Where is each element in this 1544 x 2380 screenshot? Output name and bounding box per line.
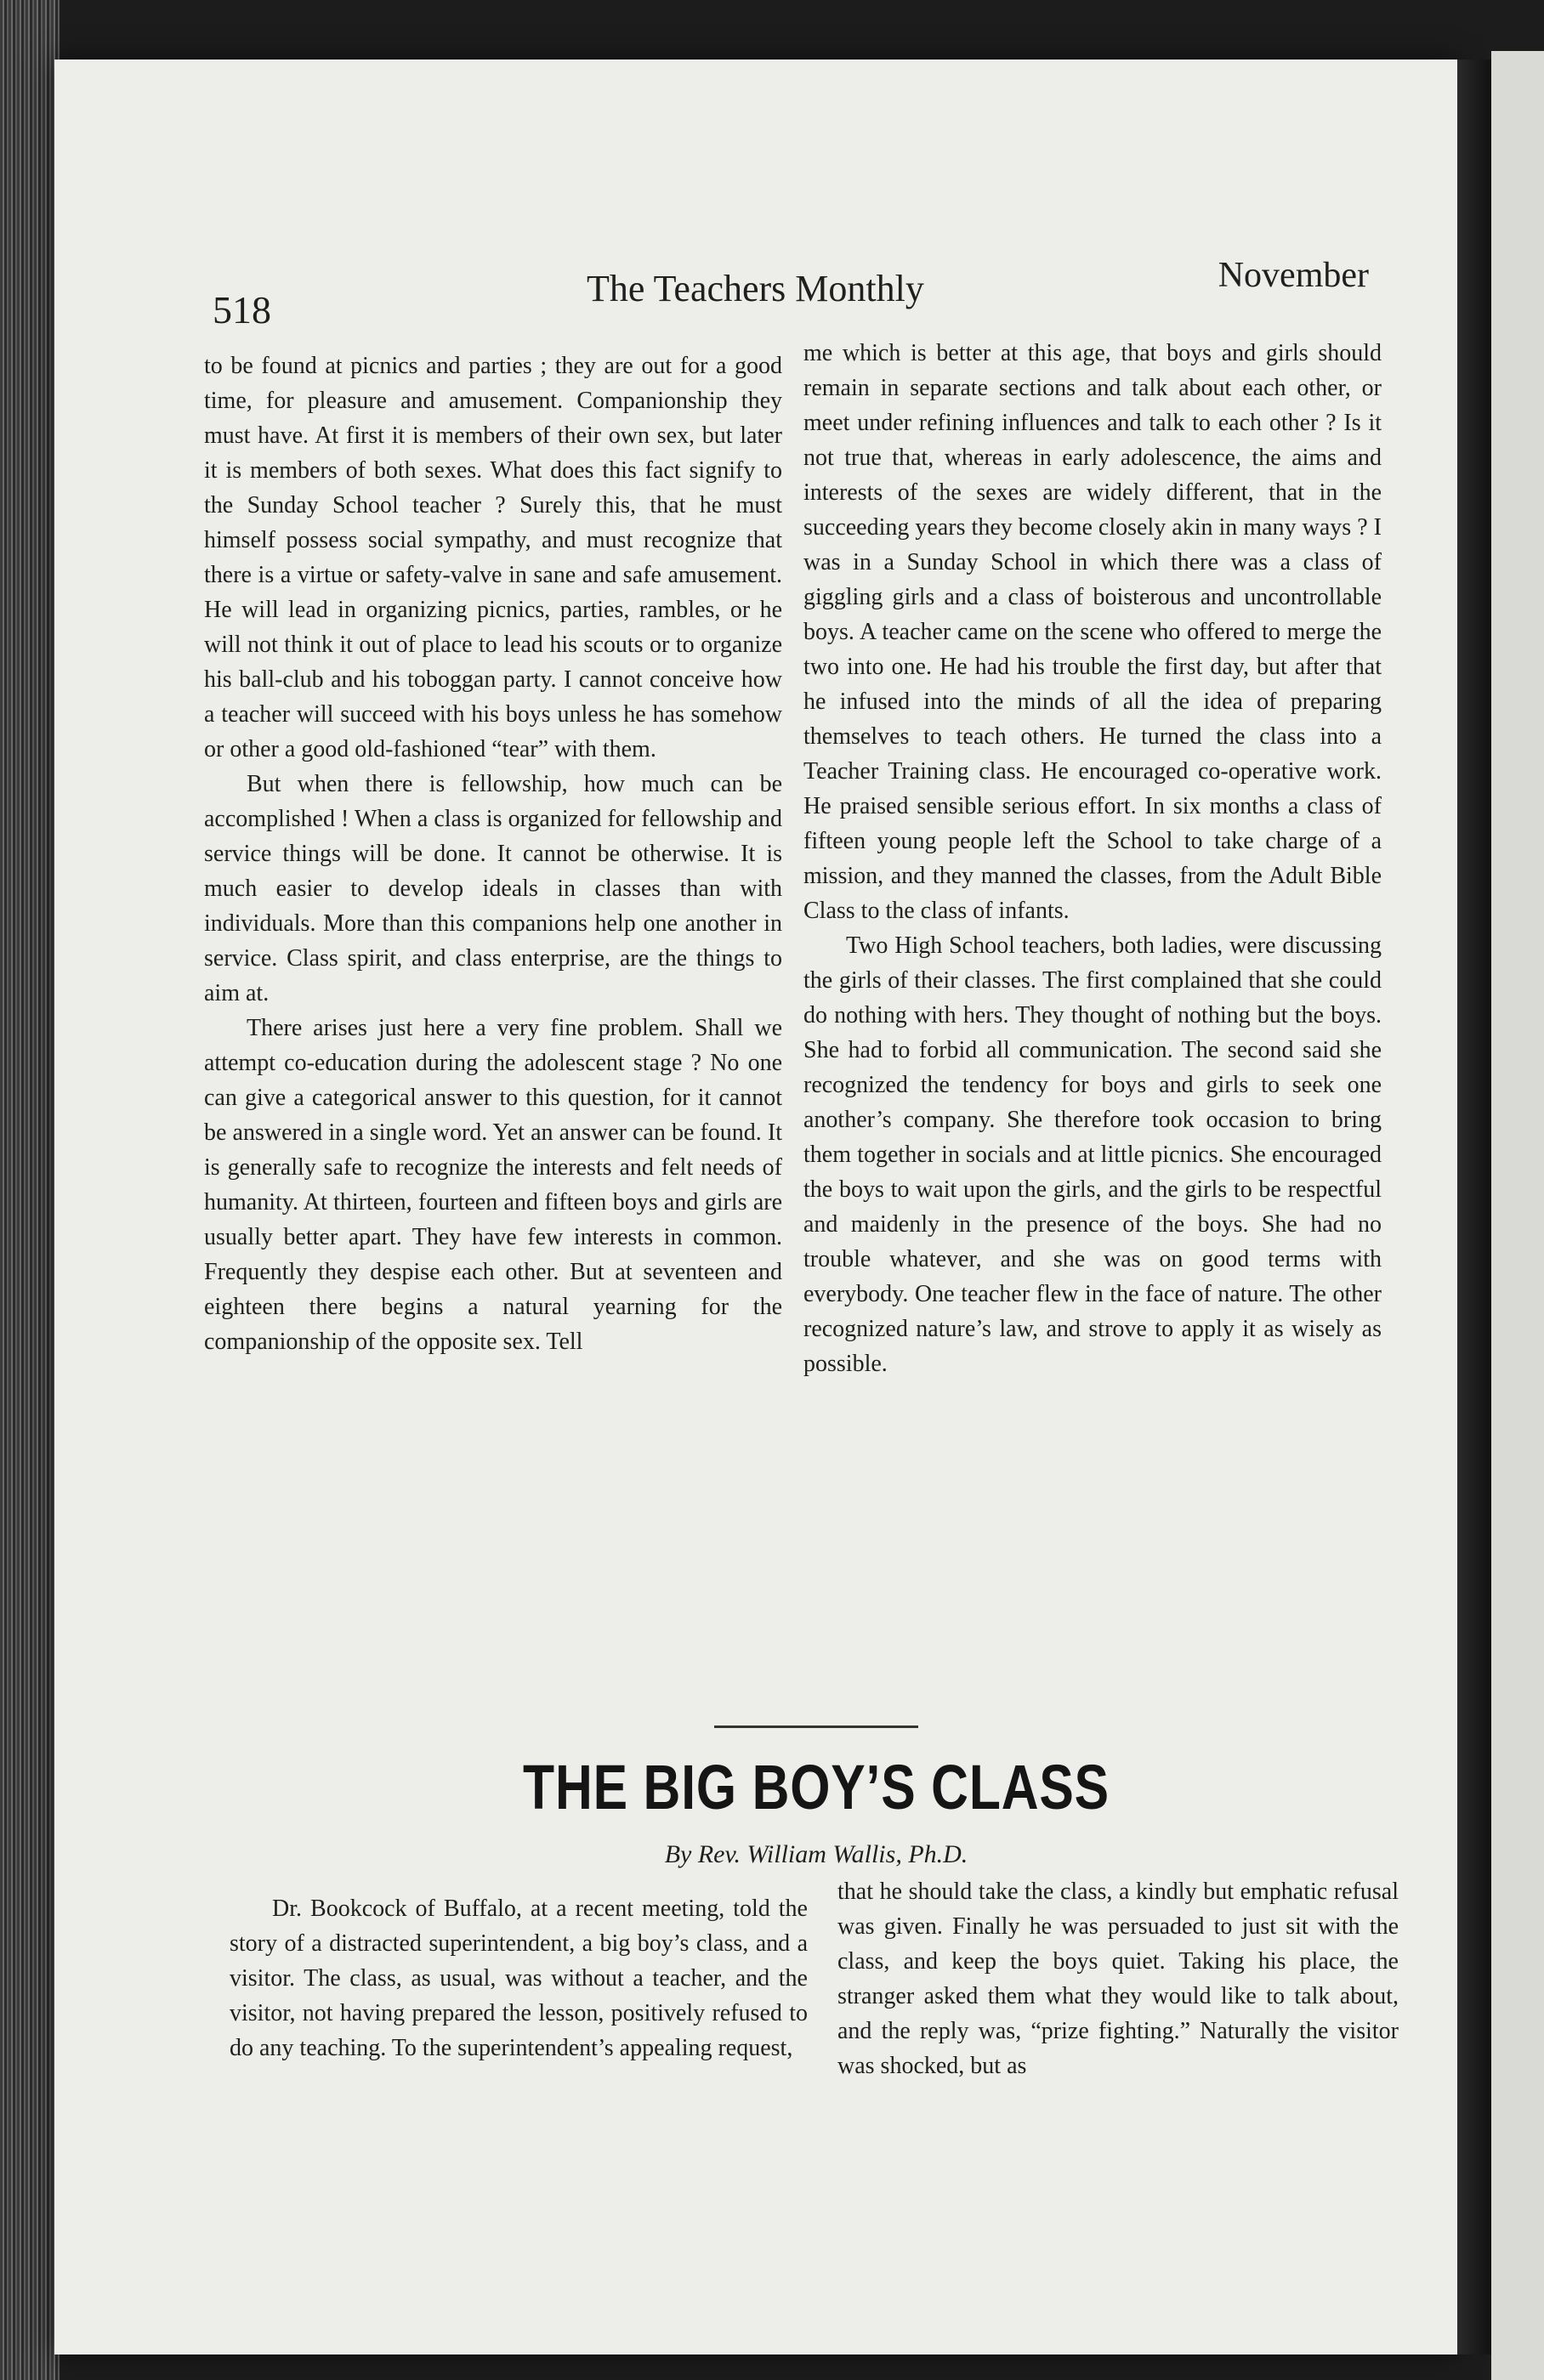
issue-month: November <box>1218 256 1369 295</box>
article-title: THE BIG BOY’S CLASS <box>523 1752 1110 1822</box>
paragraph: that he should take the class, a kindly but emphatic refusal was given. Finally he was persuaded to just sit with the class, and keep the boys quiet. Taking his place, the stranger asked them what they would like to talk about, and the reply was, “prize fighting.” Naturally the visitor was shocked, but as <box>837 1878 1399 2079</box>
book-spine-edge <box>0 0 60 2380</box>
left-column <box>204 348 782 1359</box>
section-divider <box>714 1726 918 1728</box>
journal-title: The Teachers Monthly <box>587 268 924 309</box>
paragraph: There arises just here a very fine problem. Shall we attempt co-education during the adolescent stage ? No one can give a categorical answer to this question, for it cannot be answered in a single word. Yet an answer can be found. It is generally safe to recognize the interests and felt needs of humanity. At thirteen, fourteen and fifteen boys and girls are usually better apart. They have few interests in common. Frequently they despise each other. But at seventeen and eighteen there begins a natural yearning for the companionship of the opposite sex. Tell <box>204 1015 782 1355</box>
article-right-column <box>837 1874 1399 2083</box>
article-left-column <box>230 1891 808 2066</box>
running-header <box>213 255 1369 332</box>
paragraph: to be found at picnics and parties ; they are out for a good time, for pleasure and amusement. Companionship they must have. At first it is members of their own sex, but later it is members of both sexes. What does this fact signify to the Sunday School teacher ? Surely this, that he must himself possess social sympathy, and must recognize that there is a virtue or safety-valve in sane and safe amusement. He will lead in organizing picnics, parties, rambles, or he will not think it out of place to lead his scouts or to organize his ball-club and his toboggan party. I cannot conceive how a teacher will succeed with his boys unless he has somehow or other a good old-fashioned “tear” with them. <box>204 353 782 762</box>
article-byline: By Rev. William Wallis, Ph.D. <box>664 1840 968 1868</box>
paragraph: But when there is fellowship, how much can be accomplished ! When a class is organized for fellowship and service things will be done. It cannot be otherwise. It is much easier to develop ideals in classes than with individuals. More than this companions help one another in service. Class spirit, and class enterprise, are the things to aim at. <box>204 771 782 1006</box>
right-column <box>803 336 1382 1381</box>
paragraph: Two High School teachers, both ladies, were discussing the girls of their classes. The first complained that she could do nothing with hers. They thought of nothing but the boys. She had to forbid all communication. The second said she recognized the tendency for boys and girls to seek one another’s company. She therefore took occasion to bring them together in socials and at little picnics. She encouraged the boys to wait upon the girls, and the girls to be respectful and maidenly in the presence of the boys. She had no trouble whatever, and she was on good terms with everybody. One teacher flew in the face of nature. The other recognized nature’s law, and strove to apply it as wisely as possible. <box>803 932 1382 1377</box>
page-number: 518 <box>213 288 271 332</box>
paragraph: Dr. Bookcock of Buffalo, at a recent meeting, told the story of a distracted superintendent, a big boy’s class, and a visitor. The class, as usual, was without a teacher, and the visitor, not having prepared the lesson, positively refused to do any teaching. To the superintendent’s appealing request, <box>230 1896 808 2061</box>
next-page-edge <box>1491 51 1544 2380</box>
paragraph: me which is better at this age, that boys and girls should remain in separate sections and talk about each other, or meet under refining influences and talk to each other ? Is it not true that, whereas in early adolescence, the aims and interests of the sexes are widely different, that in the succeeding years they become closely akin in many ways ? I was in a Sunday School in which there was a class of giggling girls and a class of boisterous and uncontrollable boys. A teacher came on the scene who offered to merge the two into one. He had his trouble the first day, but after that he infused into the minds of all the idea of preparing themselves to teach others. He turned the class into a Teacher Training class. He encouraged co-operative work. He praised sensible serious effort. In six months a class of fifteen young people left the School to take charge of a mission, and they manned the classes, from the Adult Bible Class to the class of infants. <box>803 340 1382 924</box>
page-shadow-edge <box>1457 60 1491 2354</box>
